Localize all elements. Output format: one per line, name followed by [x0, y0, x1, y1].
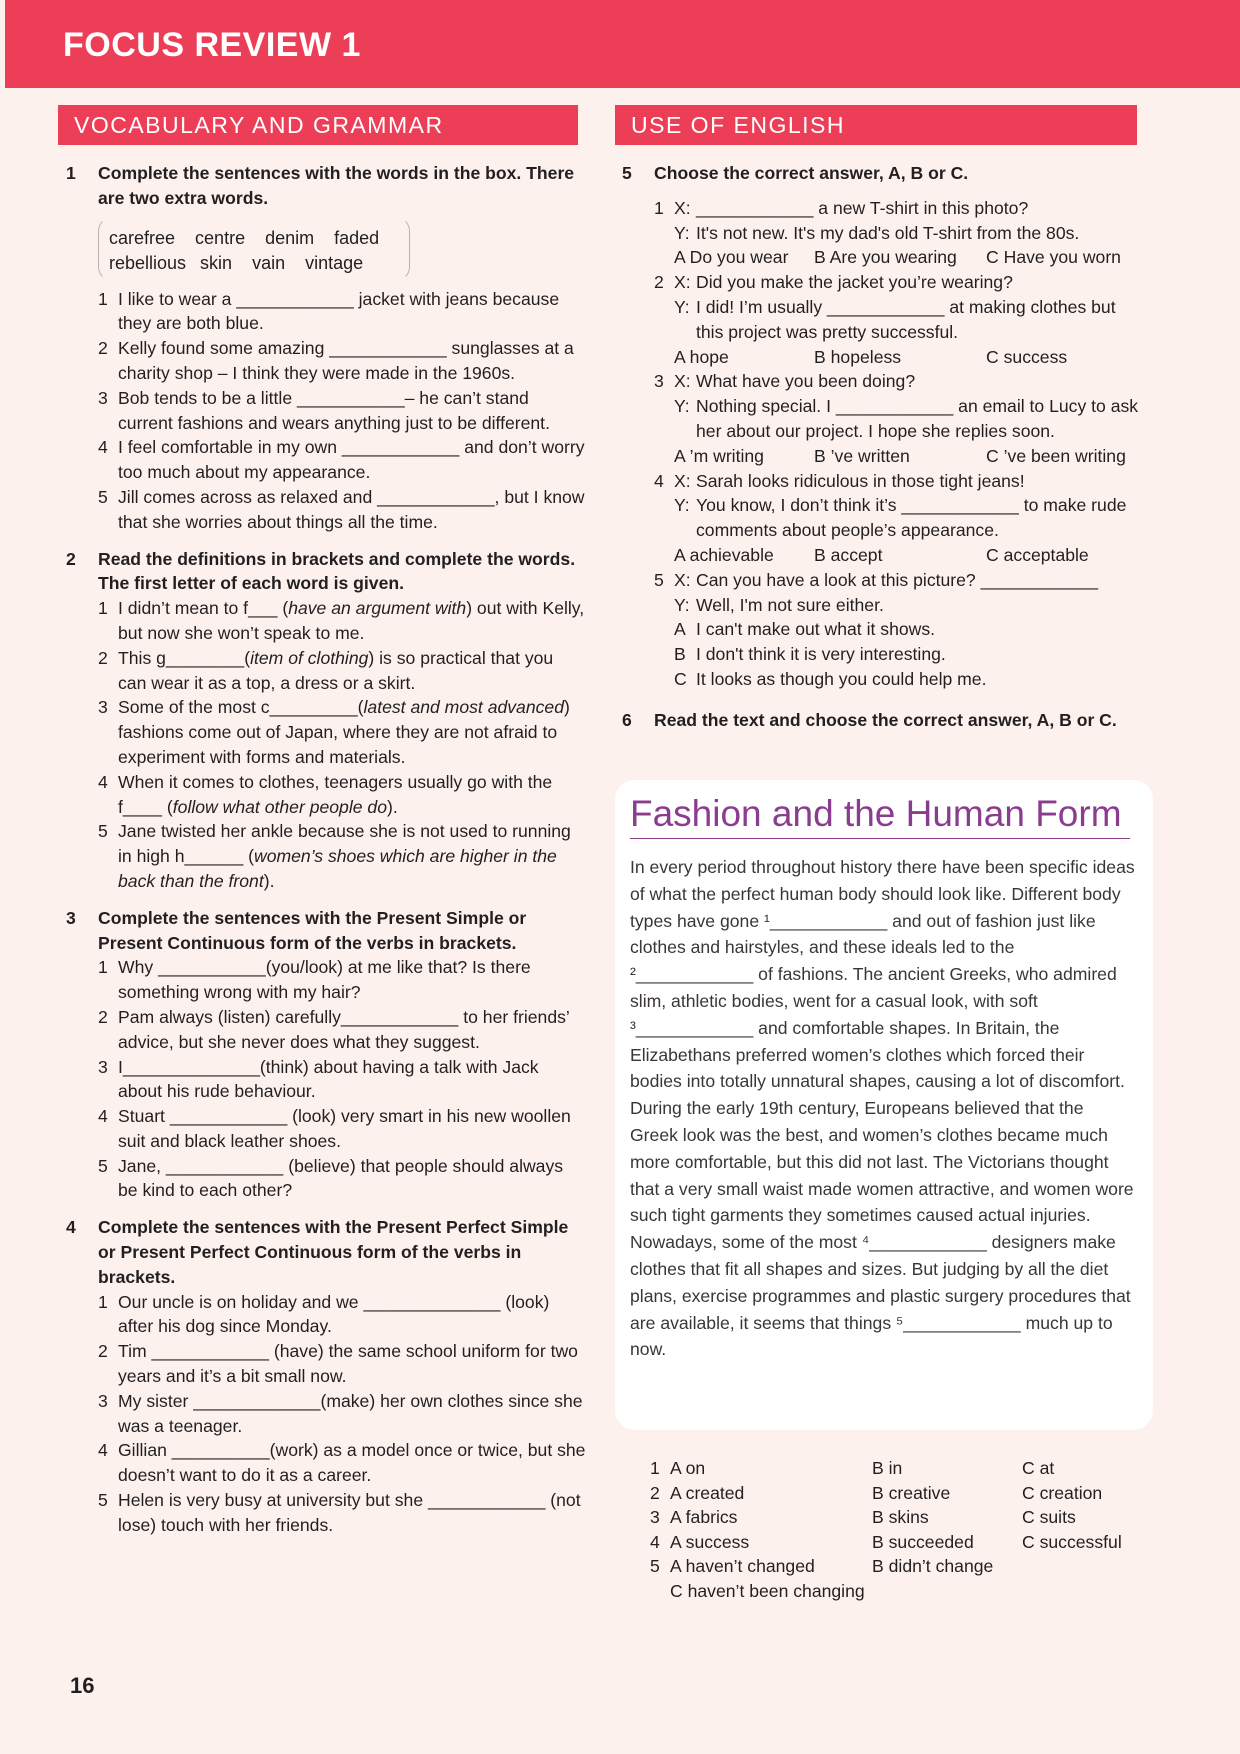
exercise-4-items	[98, 1290, 586, 1538]
dialogue-item: 1 X: ____________ a new T-shirt in this photo?	[654, 197, 1029, 218]
option-row: 5 A haven’t changed B didn’t change	[650, 1556, 994, 1577]
list-item: 1 I didn’t mean to f___ (have an argument with) out with Kelly, but now she won’t speak to me.	[98, 598, 585, 643]
list-item: 2 Tim ____________ (have) the same school uniform for two years and it’s a bit small now.	[98, 1341, 578, 1387]
answer-options: A Do you wear B Are you wearing C Have you worn	[674, 247, 1121, 268]
list-item: 3 Some of the most c_________(latest and most advanced) fashions come out of Japan, where they are not afraid to experiment with forms and materials.	[98, 697, 570, 767]
exercise-2-header	[66, 547, 586, 597]
list-item: 5 Jane, ____________ (believe) that people should always be kind to each other?	[98, 1155, 564, 1201]
word-box	[98, 217, 410, 281]
list-item: 4 Gillian __________(work) as a model once or twice, but she doesn’t want to do it as a career.	[98, 1440, 586, 1486]
header-banner	[5, 0, 1240, 88]
list-item: 4 Stuart ____________ (look) very smart in his new woollen suit and black leather shoes.	[98, 1106, 571, 1151]
exercise-instruction: Read the definitions in brackets and complete the words. The first letter of each word is given.	[98, 548, 576, 594]
exercise-instruction: Complete the sentences with the words in the box. There are two extra words.	[98, 163, 575, 208]
exercise-number: 5	[622, 163, 632, 183]
page-number: 16	[70, 1673, 95, 1698]
answer-option: B I don't think it is very interesting.	[674, 644, 946, 665]
exercise-instruction: Complete the sentences with the Present Perfect Simple or Present Perfect Continuous form of the verbs in brackets.	[98, 1217, 569, 1287]
exercise-6-options	[650, 1456, 1122, 1604]
answer-options: A ’m writing B ’ve written C ’ve been writing	[674, 445, 1126, 466]
list-item: 3 My sister _____________(make) her own clothes since she was a teenager.	[98, 1390, 583, 1436]
option-row: 2 A created B creative C creation	[650, 1482, 1103, 1503]
exercise-instruction: Read the text and choose the correct answer, A, B or C.	[654, 709, 1117, 730]
list-item: 1 Why ___________(you/look) at me like that? Is there something wrong with my hair?	[98, 957, 531, 1003]
answer-options: A hope B hopeless C success	[674, 346, 1068, 367]
list-item: 3 Bob tends to be a little ___________– he can’t stand current fashions and wears anything just to be different.	[98, 387, 550, 433]
exercise-4-header	[66, 1215, 586, 1289]
option-row: 1 A on B in C at	[650, 1458, 1055, 1478]
exercise-number: 6	[622, 709, 632, 730]
word: carefree	[109, 227, 176, 248]
exercise-3-header	[66, 906, 586, 956]
word: denim	[265, 227, 315, 248]
dialogue-item: 2 X: Did you make the jacket you’re wearing?	[654, 272, 1013, 293]
article-body: In every period throughout history there have been specific ideas of what the perfect human body should look like. Different body types have gone ¹____________ and out of fashion just like clothes and hairstyles, and these ideals led to the ²____________ of fashions. The ancient Greeks, who admired slim, athletic bodies, went for a casual look, with soft ³____________ and comfortable shapes. In Britain, the Elizabethans preferred women’s clothes which forced their bodies into totally unnatural shapes, causing a lot of discomfort. During the early 19th century, Europeans believed that the Greek look was the best, and women’s clothes became much more comfortable, but this did not last. The Victorians thought that a very small waist made women attractive, and women wore such tight garments they sometimes caused actual injuries. Nowadays, some of the most ⁴____________ designers make clothes that fit all shapes and sizes. But judging by all the diet plans, exercise programmes and plastic surgery procedures that are available, it seems that things ⁵____________ much up to now.	[630, 857, 1135, 1360]
word: skin	[200, 252, 233, 273]
section-title-use-of-english: USE OF ENGLISH	[615, 105, 1137, 145]
option-row: 3 A fabrics B skins C suits	[650, 1507, 1076, 1528]
word: rebellious	[109, 252, 187, 273]
answer-option: C It looks as though you could help me.	[674, 668, 987, 689]
section-title-vocabulary: VOCABULARY AND GRAMMAR	[58, 105, 578, 145]
option-row: C haven’t been changing	[670, 1580, 865, 1601]
word: vain	[252, 252, 286, 273]
dialogue-item: 5 X: Can you have a look at this picture? ____________	[654, 569, 1099, 590]
exercise-3-items	[98, 955, 586, 1203]
list-item: 3 I______________(think) about having a talk with Jack about his rude behaviour.	[98, 1056, 539, 1102]
exercise-number: 4	[66, 1217, 76, 1238]
list-item: 2 This g________(item of clothing) is so practical that you can wear it as a top, a dress or a skirt.	[98, 647, 554, 693]
exercise-instruction: Complete the sentences with the Present Simple or Present Continuous form of the verbs in brackets.	[98, 907, 527, 953]
exercise-5-header	[622, 161, 1142, 186]
list-item: 5 Jane twisted her ankle because she is not used to running in high h______ (women’s shoes which are higher in the back than the front).	[98, 821, 571, 891]
exercise-number: 2	[66, 548, 76, 569]
list-item: 5 Jill comes across as relaxed and ____________, but I know that she worries about things all the time.	[98, 486, 585, 532]
exercise-instruction: Choose the correct answer, A, B or C.	[654, 163, 969, 183]
word: faded	[334, 227, 380, 248]
exercise-number: 3	[66, 907, 76, 928]
right-column	[622, 161, 1142, 733]
list-item: 1 Our uncle is on holiday and we ______________ (look) after his dog since Monday.	[98, 1291, 550, 1337]
page-title: FOCUS REVIEW 1	[63, 26, 361, 64]
list-item: 1 I like to wear a ____________ jacket with jeans because they are both blue.	[98, 288, 560, 334]
list-item: 4 I feel comfortable in my own ____________ and don’t worry too much about my appearance.	[98, 437, 585, 483]
exercise-1-items	[98, 287, 586, 535]
word: centre	[195, 227, 246, 248]
word: vintage	[305, 252, 364, 273]
exercise-2-items	[98, 596, 586, 894]
list-item: 2 Pam always (listen) carefully____________ to her friends’ advice, but she never does what they suggest.	[98, 1006, 570, 1052]
dialogue-item: 4 X: Sarah looks ridiculous in those tight jeans!	[654, 470, 1025, 491]
answer-options: A achievable B accept C acceptable	[674, 544, 1089, 565]
exercise-number: 1	[66, 163, 76, 183]
list-item: 4 When it comes to clothes, teenagers usually go with the f____ (follow what other people do).	[98, 771, 553, 817]
article-title: Fashion and the Human Form	[630, 792, 1130, 839]
list-item: 5 Helen is very busy at university but she ____________ (not lose) touch with her friends.	[98, 1490, 581, 1535]
exercise-6-header	[622, 708, 1142, 733]
dialogue-item: 3 X: What have you been doing?	[654, 371, 916, 392]
answer-option: A I can't make out what it shows.	[674, 619, 936, 640]
exercise-1-header	[66, 161, 586, 211]
left-column	[66, 161, 586, 1538]
list-item: 2 Kelly found some amazing ____________ sunglasses at a charity shop – I think they were made in the 1960s.	[98, 338, 574, 383]
exercise-5-items: 1 X: ____________ a new T-shirt in this photo? Y: It's not new. It's my dad's old T-shirt from the 80s. A Do you wear B Are you wearing C Have you worn 2 X: Did you make the jacket you’re wearing? Y: I did! I’m usually ____________ at making clothes but this project was pretty successful. A hope B hopeless C success 3 X: What have you been doing? Y: Nothing special. I ____________ an email to Lucy to ask her about our project. I hope she replies soon. A ’m writing B ’ve written C ’ve been writing 4 X: Sarah looks ridiculous in those tight jeans! Y: You know, I don’t think it’s ____________ to make rude comments about people’s appearance. A achievable B accept C acceptable 5 X: Can you have a look at this picture? ____________ Y: Well, I'm not sure either. A I can't make out what it shows. B I don't think it is very interesting. C It looks as though you could help me.	[654, 196, 1142, 692]
option-row: 4 A success B succeeded C successful	[650, 1531, 1122, 1552]
